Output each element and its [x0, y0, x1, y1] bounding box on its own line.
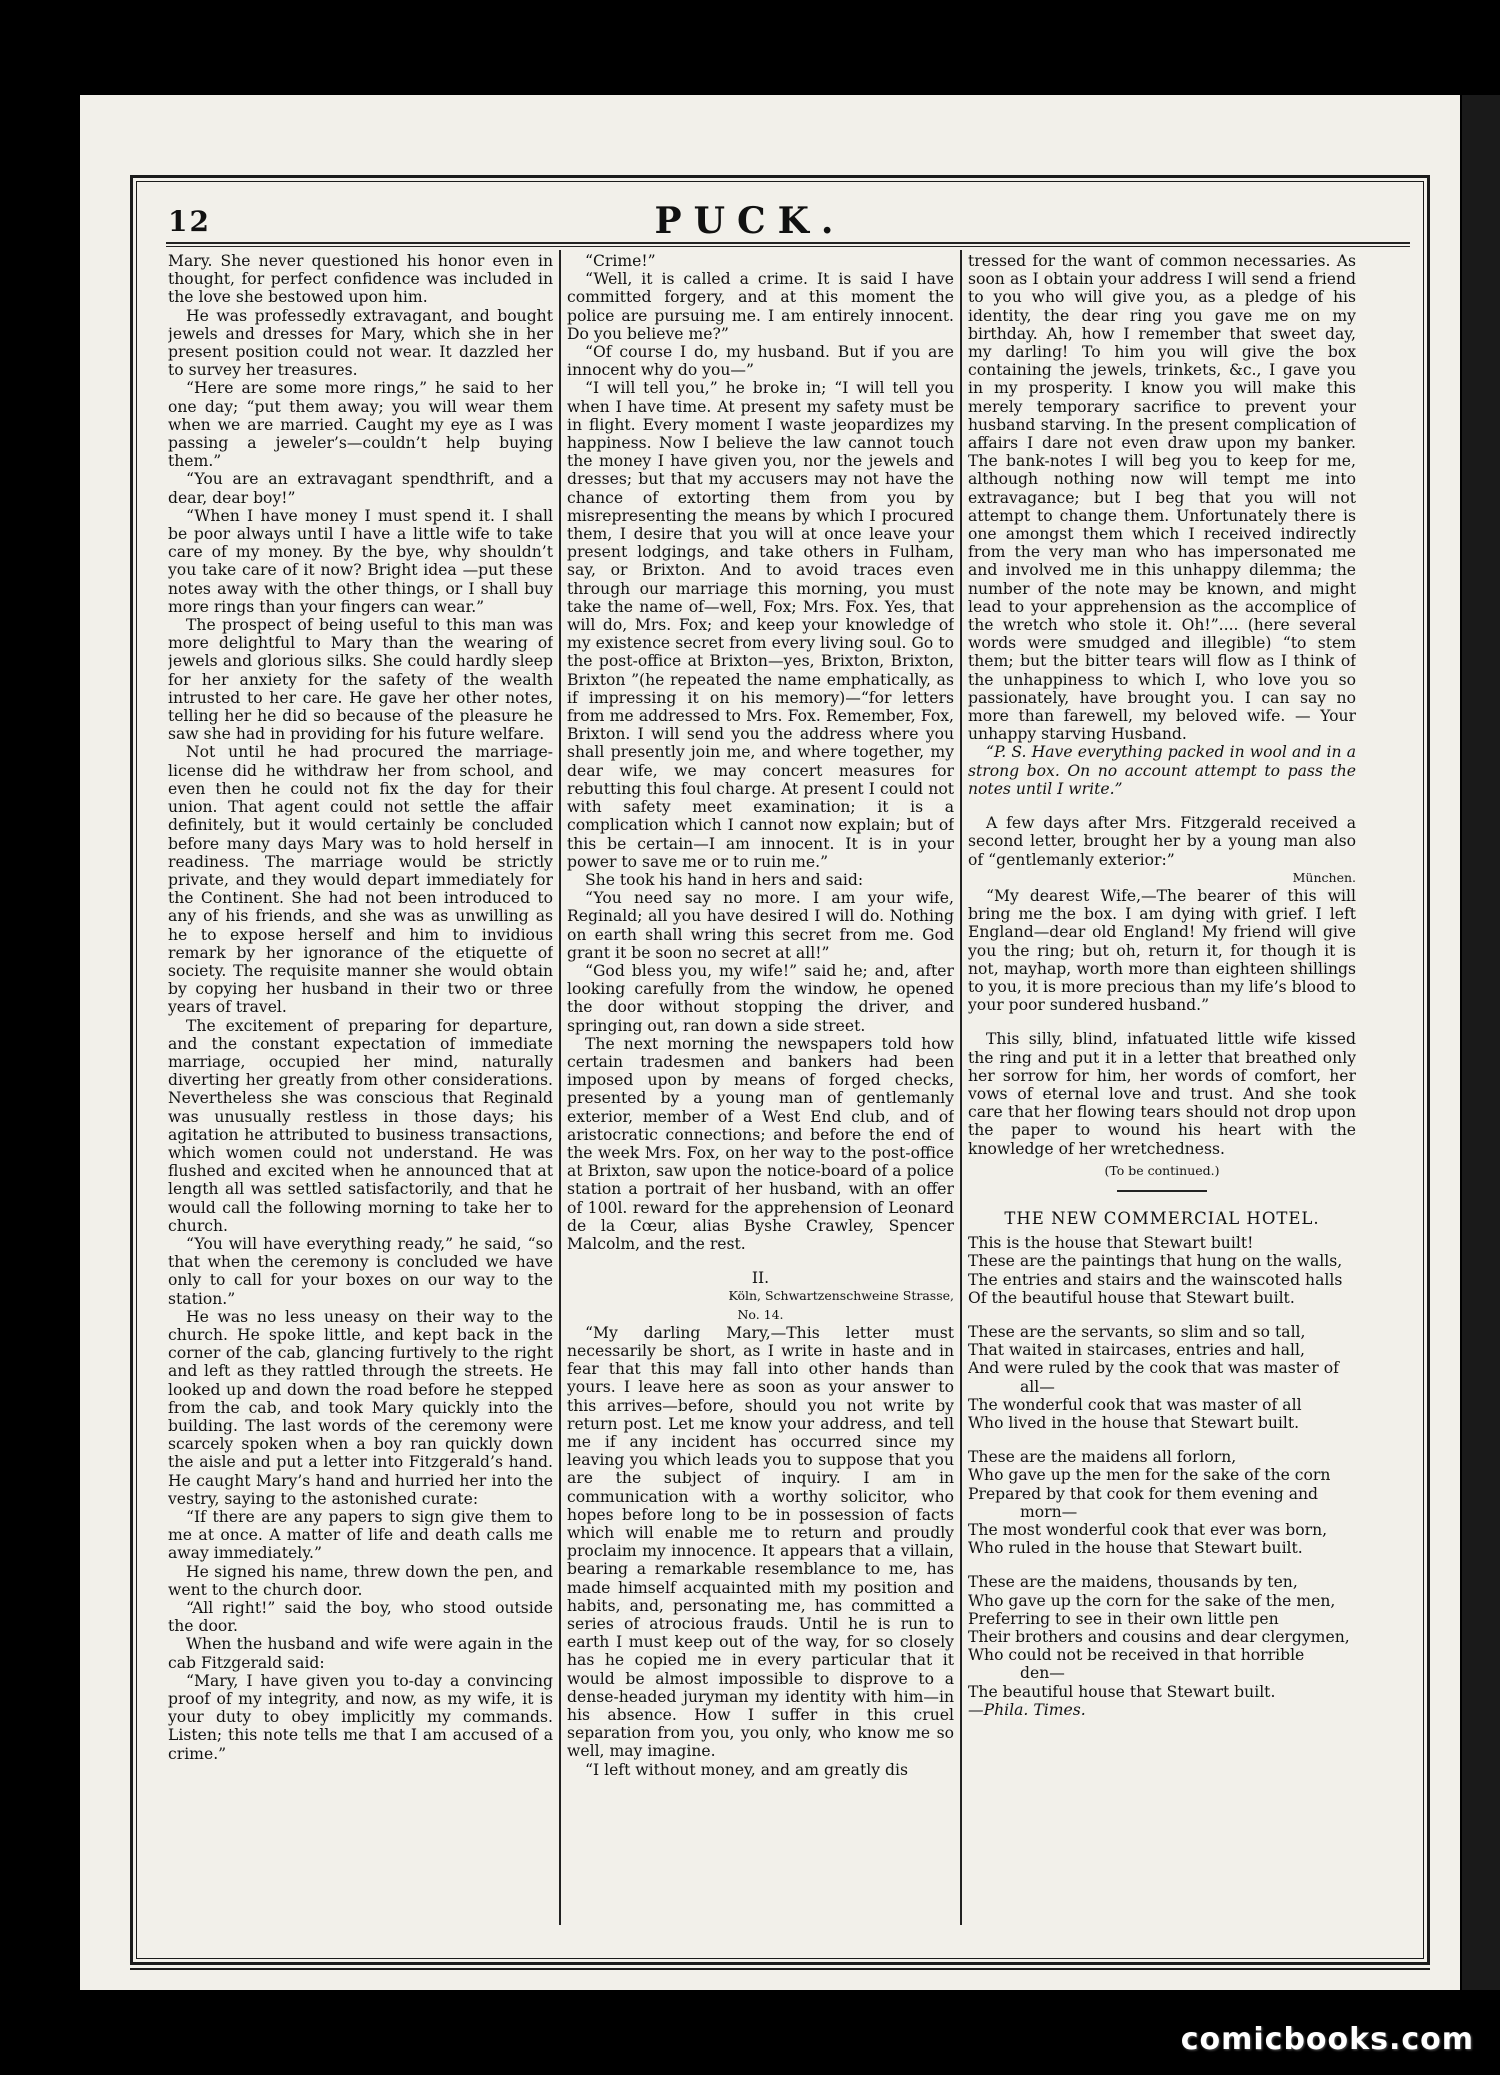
poem-line: The beautiful house that Stewart built. — [968, 1682, 1276, 1701]
poem-line: These are the paintings that hung on the walls, — [968, 1252, 1343, 1271]
paragraph: “You are an extravagant spendthrift, and a dear, dear boy!” — [168, 470, 553, 507]
paragraph: “When I have money I must spend it. I shall be poor always until I have a little wife to take care of my money. By the bye, why shouldn’t you take care of it now? Bright idea —put these notes away with the other things, or I shall buy more rings than your fingers can wear.” — [168, 506, 553, 616]
spacer — [968, 1432, 1356, 1448]
header-rule-thin — [166, 246, 1410, 247]
poem — [968, 1234, 1356, 1719]
section-divider — [1117, 1190, 1207, 1192]
column-1 — [168, 252, 553, 1922]
poem-line: This is the house that Stewart built! — [968, 1234, 1254, 1253]
spacer — [968, 1557, 1356, 1573]
poem-line: That waited in staircases, entries and hall, — [968, 1341, 1305, 1360]
paragraph: “You need say no more. I am your wife, Reginald; all you have desired I will do. Nothing on earth shall wring this secret from me. God grant it be soon no secret at all!” — [567, 889, 954, 962]
paragraph: The next morning the newspapers told how certain tradesmen and bankers had been imposed upon by means of forged checks, presented by a young man of gentlemanly exterior, member of a West End club, and of aristocratic connections; and before the end of the week Mrs. Fox, on her way to the post-office at Brixton, saw upon the notice-board of a police station a portrait of her husband, with an offer of 100l. reward for the apprehension of Leonard de la Cœur, alias Byshe Crawley, Spencer Malcolm, and the rest. — [567, 1034, 954, 1253]
poem-line: Who could not be received in that horrible — [968, 1646, 1305, 1665]
spacer — [968, 1307, 1356, 1323]
column-3 — [968, 252, 1356, 1922]
page-number: 12 — [168, 205, 211, 238]
spacer — [567, 1253, 954, 1269]
paragraph: “Crime!” — [585, 252, 656, 270]
poem-line: The entries and stairs and the wainscoted halls — [968, 1270, 1343, 1289]
poem-line: The wonderful cook that was master of all — [968, 1395, 1302, 1414]
poem-line: morn— — [1020, 1502, 1078, 1521]
spacer — [968, 1014, 1356, 1030]
letter-place: München. — [1292, 869, 1356, 885]
scan-edge — [1462, 95, 1500, 1990]
bottom-rule — [130, 1968, 1430, 1970]
poem-line: Who ruled in the house that Stewart built. — [968, 1539, 1303, 1558]
poem-line: Preferring to see in their own little pen — [968, 1609, 1279, 1628]
poem-line: The most wonderful cook that ever was born, — [968, 1521, 1328, 1539]
header-rule — [166, 242, 1410, 244]
paragraph: “My dearest Wife,—The bearer of this will bring me the box. I am dying with grief. I left England—dear old England! My friend will give you the ring; but oh, return it, for though it is not, mayhap, worth more than eighteen shillings to you, it is more precious than my life’s blood to your poor sundered husband.” — [968, 886, 1356, 1015]
paragraph: “Mary, I have given you to-day a convincing proof of my integrity, and now, as my wife, it is your duty to obey implicitly my commands. Listen; this note tells me that I am accused of a crime.” — [168, 1671, 553, 1763]
paragraph: This silly, blind, infatuated little wife kissed the ring and put it in a letter that breathed only her sorrow for him, her words of comfort, her vows of eternal love and trust. And she took care that her flowing tears should not drop upon the paper to wound his heart with the knowledge of her wretchedness. — [968, 1030, 1356, 1158]
paragraph: “God bless you, my wife!” said he; and, after looking carefully from the window, he opened the door without stopping the driver, and springing out, ran down a side street. — [567, 961, 954, 1035]
spacer — [968, 798, 1356, 814]
paragraph: “You will have everything ready,” he said, “so that when the ceremony is concluded we have only to call for your boxes on our way to the station.” — [168, 1234, 553, 1308]
paragraph: She took his hand in hers and said: — [585, 870, 864, 889]
poem-line: Prepared by that cook for them evening and — [968, 1484, 1319, 1503]
paragraph: When the husband and wife were again in the cab Fitzgerald said: — [168, 1635, 553, 1672]
letter-address-number: No. 14. — [737, 1306, 784, 1322]
letter-address: Köln, Schwartzenschweine Strasse, — [728, 1288, 954, 1304]
paragraph: The excitement of preparing for departure, and the constant expectation of immediate marriage, occupied her mind, naturally diverting her greatly from other considerations. Nevertheless she was conscious that Reginald was unusually restless in those days; his agitation he attributed to business transactions, which women could not understand. He was flushed and excited when he announced that at length all was settled satisfactorily, and that he would call the following morning to take her to church. — [168, 1016, 553, 1235]
paragraph: Not until he had procured the marriage-license did he withdraw her from school, and even then he could not fix the day for their union. That agent could not settle the affair definitely, but it would certainly be concluded before many days Mary was to hold herself in readiness. The marriage would be strictly private, and they would depart immediately for the Continent. She had not been introduced to any of his friends, and she was as unwilling as he to expose herself and him to invidious remark by her ignorance of the etiquette of society. The requisite manner she would obtain by copying her husband in their two or three years of travel. — [168, 743, 553, 1017]
paragraph: tressed for the want of common necessaries. As soon as I obtain your address I will send a friend to you who will give you, as a pledge of his identity, the dear ring you gave me on my birthday. Ah, how I remember that sweet day, my darling! To him you will give the box containing the jewels, trinkets, &c., I gave you in my prosperity. I know you will make this merely temporary sacrifice to prevent your husband starving. In the present complication of affairs I dare not even draw upon my banker. The bank-notes I will beg you to keep for me, although nothing now will tempt me into extravagance; but I beg that you will not attempt to change them. Unfortunately there is one amongst them which I received indirectly from the very man who has impersonated me and involved me in this unhappy dilemma; the number of the note may be known, and might lead to your apprehension as the accomplice of the wretch who stole it. Oh!”.... (here several words were smudged and illegible) “to stem them; but the bitter tears will flow as I think of the unhappiness to which I, who love you so passionately, have brought you. I can say no more than farewell, my beloved wife. — Your unhappy starving Husband. — [968, 252, 1356, 744]
poem-line: Of the beautiful house that Stewart built. — [968, 1288, 1295, 1307]
poem-line: Who lived in the house that Stewart built. — [968, 1413, 1300, 1432]
paragraph: He was professedly extravagant, and bought jewels and dresses for Mary, which she in her present position could not wear. It dazzled her to survey her treasures. — [168, 306, 553, 380]
poem-line: These are the maidens all forlorn, — [968, 1448, 1237, 1467]
poem-line: Their brothers and cousins and dear clergymen, — [968, 1628, 1350, 1647]
poem-line: Who gave up the men for the sake of the corn — [968, 1466, 1331, 1485]
paragraph: A few days after Mrs. Fitzgerald received a second letter, brought her by a young man also of “gentlemanly exterior:” — [968, 814, 1356, 869]
paragraph: Mary. She never questioned his honor even in thought, for perfect confidence was included in the love she bestowed upon him. — [168, 252, 553, 307]
paragraph: “Of course I do, my husband. But if you are innocent why do you—” — [567, 343, 954, 380]
masthead-title: PUCK. — [654, 200, 846, 242]
poem-line: And were ruled by the cook that was master of — [968, 1359, 1339, 1378]
poem-line: Who gave up the corn for the sake of the men, — [968, 1591, 1336, 1610]
paragraph: “Here are some more rings,” he said to her one day; “put them away; you will wear them when we are married. Caught my eye as I was passing a jeweler’s—couldn’t help buying them.” — [168, 379, 553, 471]
paragraph: “I will tell you,” he broke in; “I will tell you when I have time. At present my safety must be in flight. Every moment I waste jeopardizes my happiness. Now I believe the law cannot touch the money I have given you, nor the jewels and dresses; but that my accusers may not have the chance of extorting them from you by misrepresenting the means by which I procured them, I desire that you will at once leave your present lodgings, and take others in Fulham, say, or Brixton. And to avoid traces even through our marriage this morning, you must take the name of—well, Fox; Mrs. Fox. Yes, that will do, Mrs. Fox; and keep your knowledge of my existence secret from every living soul. Go to the post-office at Brixton—yes, Brixton, Brixton, Brixton ”(he repeated the name emphatically, as if impressing it on his memory)—“for letters from me addressed to Mrs. Fox. Remember, Fox, Brixton. I will send you the address where you shall presently join me, and where together, my dear wife, we may concert measures for rebutting this foul charge. At present I could not with safety meet examination; it is a complication which I cannot now explain; but of this be certain—I am innocent. It is in your power to save me or to ruin me.” — [567, 379, 954, 871]
poem-attribution: —Phila. Times. — [968, 1700, 1086, 1719]
column-divider-1 — [559, 250, 561, 1925]
paragraph: “All right!” said the boy, who stood outside the door. — [168, 1599, 553, 1636]
to-be-continued: (To be continued.) — [1104, 1162, 1220, 1178]
poem-line: These are the servants, so slim and so tall, — [968, 1322, 1306, 1341]
paragraph: He signed his name, threw down the pen, and went to the church door. — [168, 1562, 553, 1599]
paragraph: He was no less uneasy on their way to the church. He spoke little, and kept back in the corner of the cab, glancing furtively to the right and left as they rattled through the streets. He looked up and down the road before he stepped from the cab, and took Mary quickly into the building. The last words of the ceremony were scarcely spoken when a boy ran quickly down the aisle and put a letter into Fitzgerald’s hand. He caught Mary’s hand and hurried her into the vestry, saying to the astonished curate: — [168, 1307, 553, 1508]
site-watermark: comicbooks.com — [1180, 2022, 1474, 2057]
poem-title: THE NEW COMMERCIAL HOTEL. — [1004, 1208, 1320, 1228]
section-number: II. — [751, 1269, 770, 1288]
paragraph: The prospect of being useful to this man was more delightful to Mary than the wearing of jewels and glorious silks. She could hardly sleep for her anxiety for the safety of the wealth intrusted to her care. He gave her other notes, telling her he did so because of the pleasure he saw she had in providing for his future welfare. — [168, 616, 553, 744]
paragraph: “If there are any papers to sign give them to me at once. A matter of life and death calls me away immediately.” — [168, 1508, 553, 1563]
paragraph: “Well, it is called a crime. It is said I have committed forgery, and at this moment the police are pursuing me. I am entirely innocent. Do you believe me?” — [567, 270, 954, 343]
column-divider-2 — [960, 250, 962, 1925]
paragraph: “My darling Mary,—This letter must necessarily be short, as I write in haste and in fear that this may fall into other hands than yours. I leave here as soon as your answer to this arrives—before, should you not write by return post. Let me know your address, and tell me if any incident has occurred since my leaving you which leads you to suppose that you are the subject of inquiry. I am in communication with a worthy solicitor, who hopes before long to be in possession of facts which will enable me to return and proudly proclaim my innocence. It appears that a villain, bearing a remarkable resemblance to me, has made himself acquainted mith my position and habits, and, personating me, has committed a series of atrocious frauds. Until he is run to earth I must keep out of the way, for so closely has he copied me in every particular that it would be almost impossible to disprove to a dense-headed juryman my identity with him—in his absence. How I suffer in this cruel separation from you, you only, who know me so well, may imagine. — [567, 1323, 954, 1761]
poem-line: den— — [1020, 1664, 1065, 1683]
column-2 — [567, 252, 954, 1922]
postscript: “P. S. Have everything packed in wool and in a strong box. On no account attempt to pass the notes until I write.” — [968, 743, 1356, 798]
poem-line: These are the maidens, thousands by ten, — [968, 1573, 1298, 1592]
paragraph: “I left without money, and am greatly dis — [585, 1760, 908, 1779]
poem-line: all— — [1020, 1377, 1055, 1396]
